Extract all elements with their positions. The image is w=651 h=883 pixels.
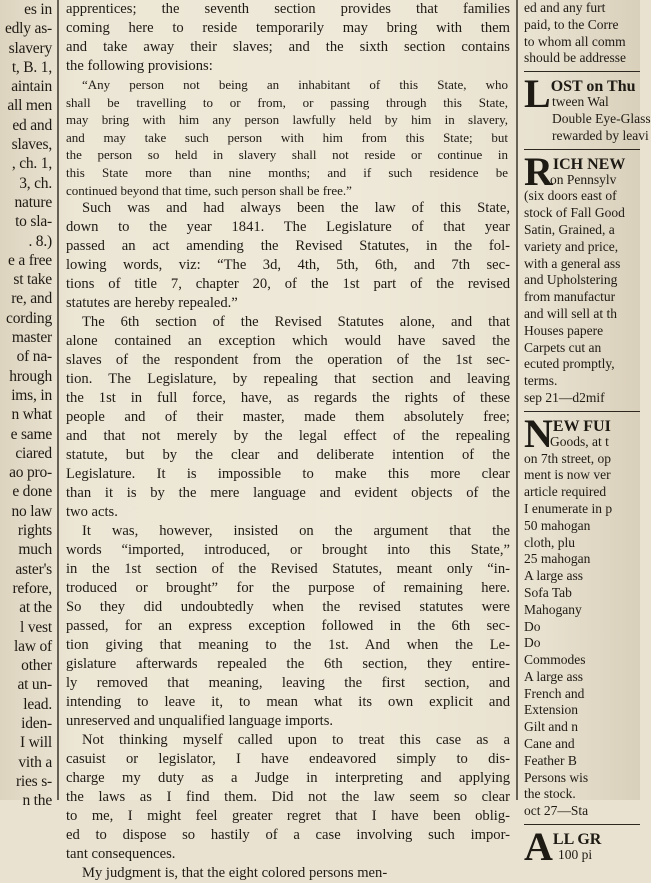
ad-rich (524, 148, 640, 407)
ad-text-line: sep 21—d2mif (524, 389, 605, 405)
ad-text-line: 100 pi (558, 847, 593, 863)
quote-line: “Any person not being an inhabitant of this State, who (82, 77, 508, 92)
ad-rich-body (524, 172, 640, 407)
left-column-line: 3, ch. (19, 174, 52, 192)
article-line: So they did undoubtedly when the revised statutes were (66, 599, 510, 616)
paragraph-argument (66, 522, 510, 731)
column-rule-right (516, 0, 518, 800)
article-line: ly removed that meaning, leaving the first section, and (66, 675, 510, 692)
ad-text-line: Gilt and n (524, 719, 578, 735)
ad-rich-dropcap: R (524, 148, 553, 194)
left-column-line: slavery (8, 39, 52, 57)
article-line: My judgment is, that the eight colored persons men- (82, 865, 388, 882)
ad-text-line: Persons wis (524, 769, 589, 785)
left-column-line: law of (14, 637, 52, 655)
ad-text-line: (six doors east of (524, 188, 617, 204)
left-column-line: of na- (16, 348, 52, 366)
article-line: tions of title 7, chapter 20, of the 1st part of the revised (66, 276, 510, 293)
article-line: Legislature. It is impossible to make this more clear (66, 466, 510, 483)
article-line: the following provisions: (66, 58, 213, 74)
left-column-line: e a free (8, 251, 52, 269)
article-line: gislature afterwards repealed the 6th section, they entire- (66, 656, 510, 673)
left-column-line: all men (7, 97, 52, 115)
ad-text-line: and will sell at th (524, 305, 617, 321)
left-column-line: ims, in (11, 386, 52, 404)
left-column-line: st take (13, 271, 52, 289)
left-column-line: ao pro- (9, 464, 52, 482)
left-column-line: re, and (11, 290, 52, 308)
ad-lost-heading: OST on Thu (550, 78, 636, 96)
ad-all (524, 824, 640, 870)
article-line: troduced or brought” for the purpose of remaining here. (66, 580, 510, 597)
ad-text-line: cloth, plu (524, 534, 575, 550)
ad-text-line: Commodes (524, 652, 586, 668)
paragraph-law-history (66, 199, 510, 313)
ad-text-line: Satin, Grained, a (524, 221, 615, 237)
statute-quotation (66, 76, 510, 199)
left-column-line: vith a (18, 753, 52, 771)
ad-text-line: Goods, at t (550, 433, 609, 449)
left-column-line: . 8.) (28, 232, 52, 250)
column-rule-left (57, 0, 59, 800)
ad-text-line: Carpets cut an (524, 339, 602, 355)
ad-new-body (524, 434, 640, 820)
left-column-line: aintain (11, 78, 52, 96)
ad-text-line: Sofa Tab (524, 584, 572, 600)
ad-text-line: ment is now ver (524, 467, 611, 483)
ad-text-line: on 7th street, op (524, 450, 611, 466)
left-column-line: ries s- (15, 772, 52, 790)
article-line: Such was and had always been the law of this State, (82, 200, 510, 217)
left-column-line: ciared (15, 444, 52, 462)
article-line: charge my duty as a Judge in interpreting and applying (66, 770, 510, 787)
ad-new-heading: EW FUI (552, 417, 611, 435)
paragraph-judge-duty (66, 731, 510, 864)
left-column-line: to sla- (15, 213, 52, 231)
ad-new (524, 410, 640, 820)
quote-line: and may take such person with him from this State; but (66, 129, 508, 145)
ad-text-line: and Upholstering (524, 272, 618, 288)
article-line: than it is by the mere language and evident objects of the (66, 485, 510, 502)
article-line: intending to leave it, to mean what its own explicit and (66, 694, 510, 711)
article-line: people and of their master, made them absolutely free; (66, 409, 510, 426)
left-column-line: l vest (20, 618, 52, 636)
article-line: the 1st in full force, have, as regards the rights of these (66, 390, 510, 407)
article-line: down to the year 1841. The Legislature of that year (66, 219, 510, 236)
ad-text-line: variety and price, (524, 238, 619, 254)
ad-text-line: from manufactur (524, 289, 616, 305)
article-line: The 6th section of the Revised Statutes alone, and that (82, 314, 510, 331)
ad-text-line: I enumerate in p (524, 500, 613, 516)
quote-line: this State more than nine months; and if such residence be (66, 164, 508, 180)
ad-text-line: with a general ass (524, 255, 621, 271)
ad-lost (524, 71, 651, 144)
left-column-line: refore, (12, 579, 52, 597)
ad-text-line: on Pennsylv (550, 171, 617, 187)
article-line: and take away their slaves; and the sixth section contains (66, 39, 510, 55)
ad-text-line: tween Wal (552, 94, 609, 110)
left-column-line: other (21, 657, 52, 675)
ad-continuation-text (524, 0, 640, 67)
left-column-line: at un- (17, 676, 52, 694)
ad-text-line: 50 mahogan (524, 517, 591, 533)
ad-text-line: A large ass (524, 668, 583, 684)
ad-text-line: Extension (524, 702, 578, 718)
left-column-line: slaves, (11, 136, 52, 154)
ad-text-line: paid, to the Corre (524, 16, 619, 32)
paragraph-judgment (66, 864, 510, 883)
right-ads-column (524, 0, 651, 870)
ad-text-line: terms. (524, 373, 558, 389)
article-line: ed to dispose so hastily of a case involving such impor- (66, 827, 510, 844)
article-line: tion. The Legislature, by repealing that section and leaving (66, 371, 510, 388)
ad-text-line: ecuted promptly, (524, 356, 615, 372)
quote-line: the person so held in slavery shall not reside or continue in (66, 147, 508, 163)
ad-text-line: Feather B (524, 752, 577, 768)
article-intro-paragraph (66, 0, 510, 76)
article-line: lowing words, viz: “The 3d, 4th, 5th, 6th, and 7th sec- (66, 257, 510, 274)
article-line: statute, but by the clear and deliberate intention of the (66, 447, 510, 464)
left-column-line: rights (17, 522, 52, 540)
left-column-line: cording (6, 309, 52, 327)
article-line: It was, however, insisted on the argument that the (82, 523, 510, 540)
left-column-line: n what (11, 406, 52, 424)
article-line: apprentices; the seventh section provides that families (66, 1, 510, 17)
ad-rich-heading: ICH NEW (552, 155, 626, 173)
article-line: tion giving that meaning to the 1st. And when the Le- (66, 637, 510, 654)
article-line: the laws as I find them. Did not the law seem so clear (66, 789, 510, 806)
article-line: words “imported, introduced, or brought into this State,” (66, 542, 510, 559)
left-column-line: ed and (12, 116, 52, 134)
paragraph-sixth-section (66, 313, 510, 522)
ad-text-line: 25 mahogan (524, 551, 591, 567)
left-column-line: t, B. 1, (11, 58, 52, 76)
article-line: unreserved and unqualified language imports. (66, 713, 334, 730)
article-line: slaves of the respondent from the operation of the 1st sec- (66, 352, 510, 369)
left-column-line: nature (14, 193, 52, 211)
left-column-line: lead. (23, 695, 52, 713)
ad-lost-dropcap: L (524, 71, 551, 117)
ad-text-line: Mahogany (524, 601, 582, 617)
article-line: to me, I might feel greater regret that I have been oblig- (66, 808, 510, 825)
ad-text-line: the stock. (524, 786, 576, 802)
ad-text-line: French and (524, 685, 585, 701)
article-line: alone contained an exception which would have saved the (66, 333, 510, 350)
article-line: Not thinking myself called upon to treat this case as a (82, 732, 510, 749)
ad-text-line: Double Eye-Glass (552, 110, 651, 126)
article-line: tant consequences. (66, 846, 176, 863)
article-line: passed an act amending the Revised Statutes, in the fol- (66, 238, 510, 255)
article-line: in the 1st section of the Revised Statutes, meant only “in- (66, 561, 510, 578)
article-line: statutes are hereby repealed.” (66, 295, 238, 312)
ad-text-line: Do (524, 618, 541, 634)
ad-text-line: rewarded by leavi (552, 127, 649, 143)
left-column-line: much (18, 541, 52, 559)
ad-text-line: Do (524, 635, 541, 651)
ad-text-line: A large ass (524, 568, 583, 584)
left-column-line: e done (12, 483, 52, 501)
article-line: casuist or legislator, I have endeavored simply to dis- (66, 751, 510, 768)
left-column-line: at the (19, 599, 52, 617)
left-column-line: iden- (21, 714, 52, 732)
article-line: coming here to reside temporarily may bring with them (66, 20, 510, 36)
quote-line: continued beyond that time, such person shall be free.” (66, 182, 352, 198)
main-article-column (66, 0, 510, 882)
left-cropped-column (0, 0, 52, 810)
left-column-line: , ch. 1, (11, 155, 52, 173)
article-line: passed, for an express exception followed in the 6th sec- (66, 618, 510, 635)
left-column-line: aster's (15, 560, 52, 578)
ad-all-dropcap: A (524, 824, 553, 870)
quote-line: may bring with him any person lawfully held by him in slavery, (66, 112, 508, 128)
left-column-line: es in (24, 1, 52, 18)
quote-line: shall be travelling to or from, or passing through this State, (66, 94, 508, 110)
ad-text-line: article required (524, 484, 607, 500)
ad-text-line: should be addresse (524, 50, 626, 66)
ad-text-line: oct 27—Sta (524, 803, 589, 819)
left-column-line: no law (11, 502, 52, 520)
left-column-line: master (11, 329, 52, 347)
article-line: two acts. (66, 504, 118, 521)
ad-text-line: Cane and (524, 736, 575, 752)
ad-text-line: to whom all comm (524, 33, 626, 49)
left-column-line: edly as- (4, 20, 52, 38)
ad-text-line: ed and any furt (524, 0, 606, 15)
ad-text-line: Houses papere (524, 322, 604, 338)
ad-text-line: stock of Fall Good (524, 205, 625, 221)
ad-new-dropcap: N (524, 410, 553, 456)
left-column-line: n the (22, 792, 52, 810)
ad-all-heading: LL GR (552, 831, 602, 849)
article-line: and that not merely by the legal effect of the repealing (66, 428, 510, 445)
left-column-line: e same (10, 425, 52, 443)
left-column-line: hrough (9, 367, 52, 385)
left-column-line: I will (20, 734, 52, 752)
